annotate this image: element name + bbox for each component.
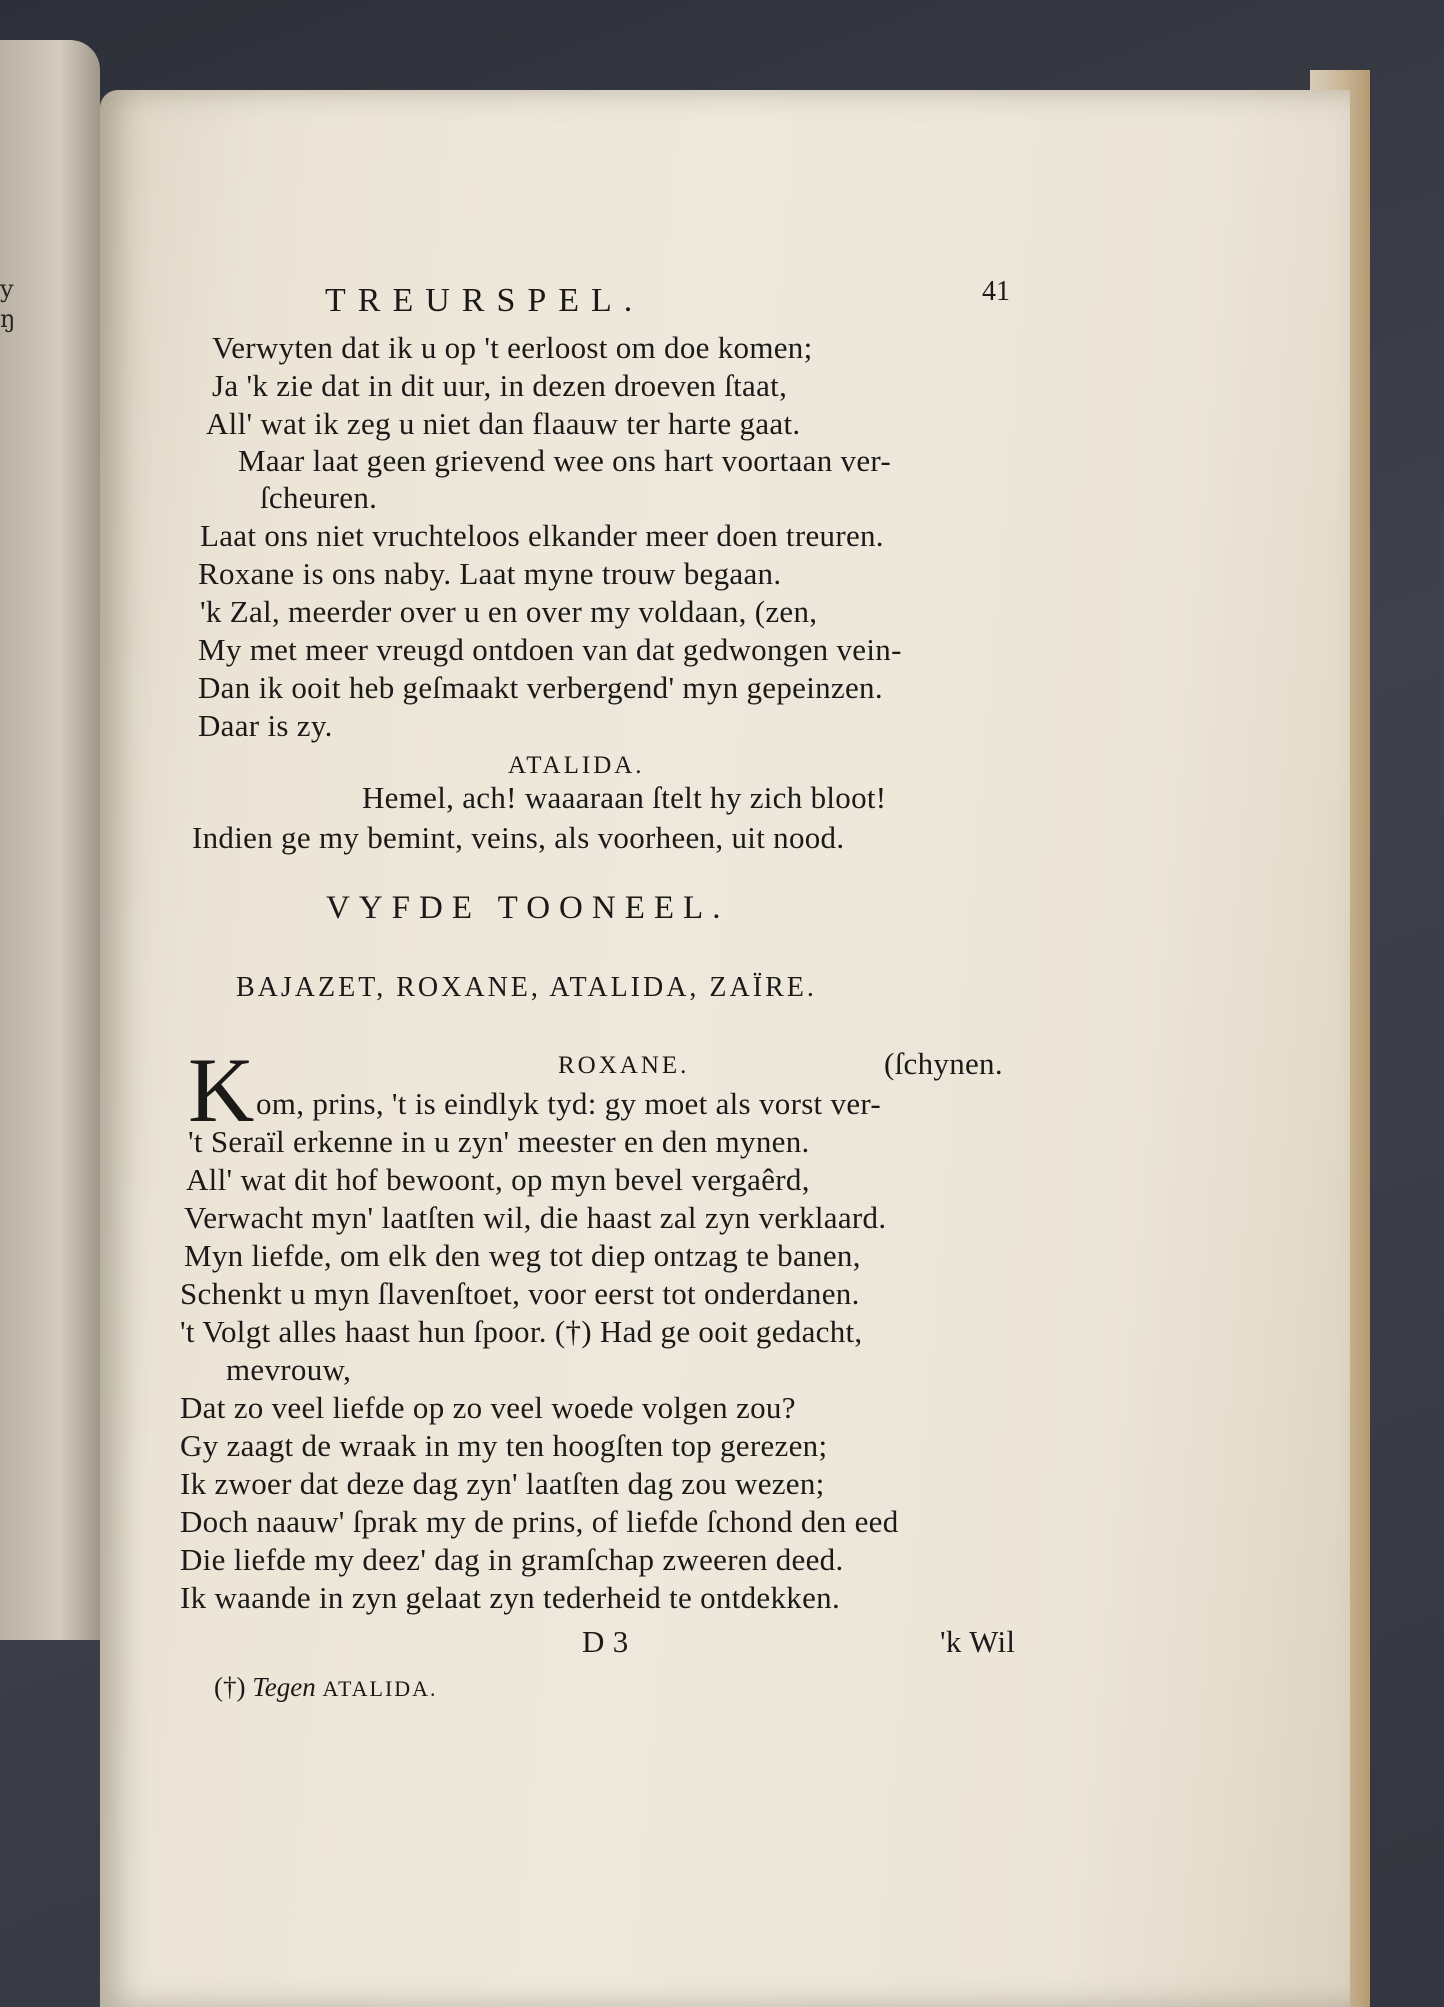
verse-line: 't Volgt alles haast hun ſpoor. (†) Had ge ooit gedacht, xyxy=(180,1314,863,1349)
verse-line: Dan ik ooit heb geſmaakt verbergend' myn gepeinzen. xyxy=(198,670,883,705)
verse-line: Schenkt u myn ſlavenſtoet, voor eerst tot onderdanen. xyxy=(180,1276,860,1311)
left-page-edge xyxy=(0,40,100,1640)
verse-line: Doch naauw' ſprak my de prins, of liefde ſchond den eed xyxy=(180,1504,899,1539)
verse-line: Hemel, ach! waaaraan ſtelt hy zich bloot! xyxy=(362,780,887,815)
footnote-mark: (†) xyxy=(214,1672,246,1702)
verse-line: Maar laat geen grievend wee ons hart voortaan ver- xyxy=(238,443,892,478)
verse-line: mevrouw, xyxy=(226,1352,352,1387)
speaker-name: ATALIDA. xyxy=(508,752,645,779)
page-number: 41 xyxy=(982,276,1010,307)
footnote xyxy=(214,1672,438,1703)
scene-cast: BAJAZET, ROXANE, ATALIDA, ZAÏRE. xyxy=(236,972,817,1003)
catchword: 'k Wil xyxy=(940,1624,1016,1659)
verse-line: Roxane is ons naby. Laat myne trouw begaan. xyxy=(198,556,782,591)
verse-line: Myn liefde, om elk den weg tot diep ontzag te banen, xyxy=(184,1238,861,1273)
verse-line: ſcheuren. xyxy=(260,480,378,515)
scene-title: VYFDE TOONEEL. xyxy=(326,890,730,926)
footnote-name: ATALIDA. xyxy=(322,1676,438,1701)
signature-mark: D 3 xyxy=(582,1624,629,1659)
verse-line: Ik zwoer dat deze dag zyn' laatſten dag zou wezen; xyxy=(180,1466,825,1501)
verse-line: All' wat ik zeg u niet dan flaauw ter harte gaat. xyxy=(206,406,801,441)
footnote-text: Tegen xyxy=(252,1672,316,1702)
verse-line: Indien ge my bemint, veins, als voorheen, uit nood. xyxy=(192,820,845,855)
left-page-fragment: ŋ xyxy=(0,305,16,333)
verse-line: Ja 'k zie dat in dit uur, in dezen droeven ſtaat, xyxy=(212,368,788,403)
verse-line: Laat ons niet vruchteloos elkander meer doen treuren. xyxy=(200,518,884,553)
verse-line: Daar is zy. xyxy=(198,708,333,743)
left-page-fragment: y xyxy=(0,275,14,303)
verse-line: Verwacht myn' laatſten wil, die haast zal zyn verklaard. xyxy=(184,1200,887,1235)
verse-line: All' wat dit hof bewoont, op myn bevel vergaêrd, xyxy=(186,1162,810,1197)
drop-cap: K xyxy=(188,1039,255,1141)
verse-line: 'k Zal, meerder over u en over my voldaan, (zen, xyxy=(200,594,818,629)
verse-line: Verwyten dat ik u op 't eerloost om doe komen; xyxy=(212,330,813,365)
verse-line: om, prins, 't is eindlyk tyd: gy moet als vorst ver- xyxy=(256,1086,882,1121)
verse-line: Gy zaagt de wraak in my ten hoogſten top gerezen; xyxy=(180,1428,828,1463)
verse-line: My met meer vreugd ontdoen van dat gedwongen vein- xyxy=(198,632,902,667)
running-head: TREURSPEL. xyxy=(325,282,645,319)
verse-line: Die liefde my deez' dag in gramſchap zweeren deed. xyxy=(180,1542,844,1577)
verse-line: 't Seraïl erkenne in u zyn' meester en den mynen. xyxy=(188,1124,810,1159)
verse-line: Dat zo veel liefde op zo veel woede volgen zou? xyxy=(180,1390,796,1425)
verse-line: Ik waande in zyn gelaat zyn tederheid te ontdekken. xyxy=(180,1580,841,1615)
stage-carry-over: (ſchynen. xyxy=(884,1046,1003,1081)
speaker-name: ROXANE. xyxy=(558,1052,690,1079)
